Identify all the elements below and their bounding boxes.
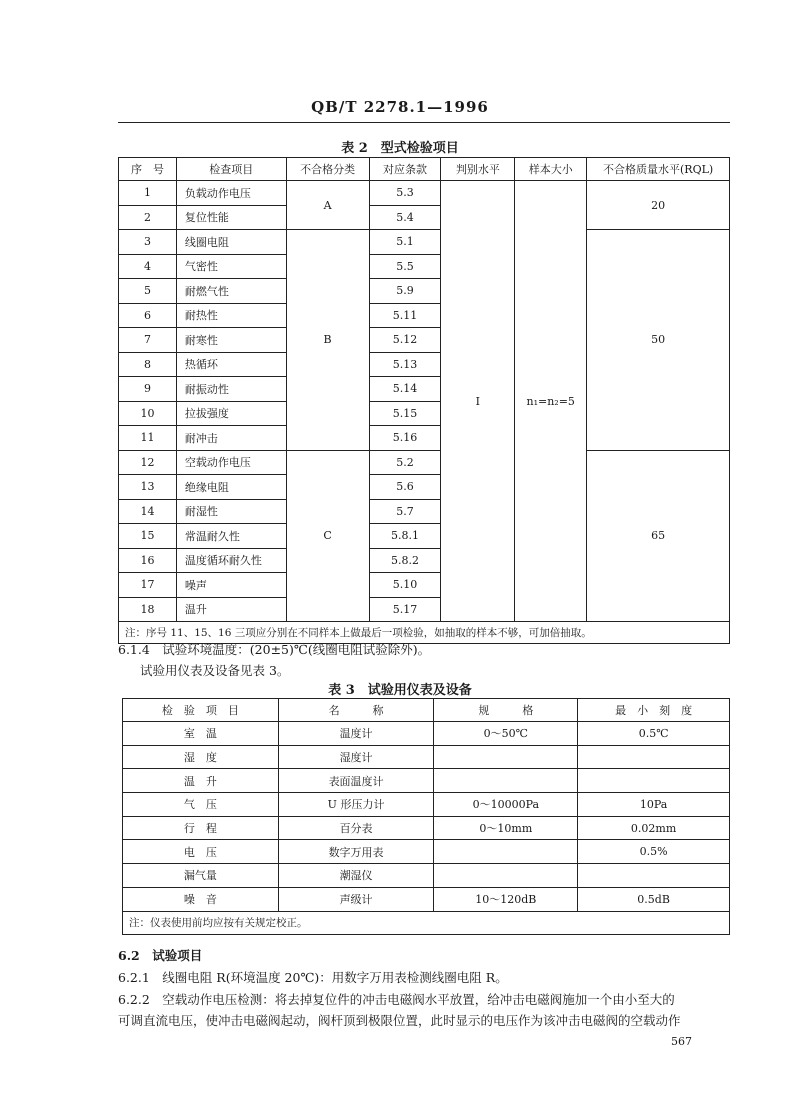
instrument-spec (434, 840, 578, 864)
class-c: C (286, 450, 369, 622)
row-number: 1 (119, 181, 177, 206)
clause-6-2-2-line2: 可调直流电压，使冲击电磁阀起动，阀杆顶到极限位置，此时显示的电压作为该冲击电磁阀的空载动作 (118, 1013, 681, 1028)
clause-ref: 5.3 (369, 181, 441, 206)
clause-ref: 5.6 (369, 475, 441, 500)
table-row (119, 181, 730, 206)
inspection-item: 绝缘电阻 (176, 475, 286, 500)
inspection-item: 气密性 (176, 254, 286, 279)
clause-ref: 5.1 (369, 230, 441, 255)
inspection-item: 耐燃气性 (176, 279, 286, 304)
instrument-spec (434, 864, 578, 888)
table3-test-instruments (122, 698, 730, 935)
col-header: 检查项目 (176, 158, 286, 181)
inspection-item: 耐振动性 (176, 377, 286, 402)
table-row (123, 793, 730, 817)
header-rule (118, 122, 730, 123)
col-header: 不合格分类 (286, 158, 369, 181)
table-row (123, 745, 730, 769)
test-item: 温 升 (123, 769, 279, 793)
table-row (123, 769, 730, 793)
instrument-spec: 0～10000Pa (434, 793, 578, 817)
test-item: 湿 度 (123, 745, 279, 769)
clause-ref: 5.7 (369, 499, 441, 524)
min-scale: 0.5℃ (578, 722, 730, 746)
col-header: 不合格质量水平(RQL) (587, 158, 730, 181)
row-number: 14 (119, 499, 177, 524)
class-b: B (286, 230, 369, 451)
row-number: 15 (119, 524, 177, 549)
clause-6-1-4-table-ref: 试验用仪表及设备见表 3。 (140, 663, 290, 678)
inspection-item: 温度循环耐久性 (176, 548, 286, 573)
instrument-spec (434, 769, 578, 793)
table-row (123, 887, 730, 911)
col-header: 判别水平 (441, 158, 515, 181)
row-number: 5 (119, 279, 177, 304)
clause-ref: 5.9 (369, 279, 441, 304)
row-number: 6 (119, 303, 177, 328)
row-number: 12 (119, 450, 177, 475)
test-item: 室 温 (123, 722, 279, 746)
table-row (119, 450, 730, 475)
col-header: 名 称 (278, 699, 434, 722)
inspection-item: 温升 (176, 597, 286, 622)
table3-note: 注：仪表使用前均应按有关规定校正。 (123, 911, 730, 935)
inspection-item: 负载动作电压 (176, 181, 286, 206)
clause-6-2-1: 6.2.1 线圈电阻 R(环境温度 20℃)：用数字万用表检测线圈电阻 R。 (118, 970, 508, 985)
rql-c: 65 (587, 450, 730, 622)
rql-a: 20 (587, 181, 730, 230)
row-number: 8 (119, 352, 177, 377)
table2-type-inspection (118, 157, 730, 644)
inspection-item: 热循环 (176, 352, 286, 377)
test-item: 噪 音 (123, 887, 279, 911)
table3-note-row (123, 911, 730, 935)
instrument-spec: 0～10mm (434, 816, 578, 840)
min-scale: 10Pa (578, 793, 730, 817)
inspection-item: 线圈电阻 (176, 230, 286, 255)
test-item: 电 压 (123, 840, 279, 864)
inspection-item: 空载动作电压 (176, 450, 286, 475)
row-number: 4 (119, 254, 177, 279)
table-row (123, 816, 730, 840)
clause-ref: 5.16 (369, 426, 441, 451)
table2-header-row (119, 158, 730, 181)
instrument-spec: 0～50℃ (434, 722, 578, 746)
row-number: 11 (119, 426, 177, 451)
instrument-name: 数字万用表 (278, 840, 434, 864)
clause-ref: 5.2 (369, 450, 441, 475)
test-item: 气 压 (123, 793, 279, 817)
instrument-name: 声级计 (278, 887, 434, 911)
test-item: 行 程 (123, 816, 279, 840)
inspection-item: 耐寒性 (176, 328, 286, 353)
col-header: 检 验 项 目 (123, 699, 279, 722)
table-row (119, 230, 730, 255)
col-header: 对应条款 (369, 158, 441, 181)
row-number: 3 (119, 230, 177, 255)
inspection-item: 拉拔强度 (176, 401, 286, 426)
page-number: 567 (671, 1035, 692, 1048)
instrument-name: 百分表 (278, 816, 434, 840)
table2-caption: 表 2 型式检验项目 (341, 141, 459, 156)
clause-ref: 5.14 (369, 377, 441, 402)
col-header: 序 号 (119, 158, 177, 181)
min-scale (578, 745, 730, 769)
clause-6-2-2-line1: 6.2.2 空载动作电压检测：将去掉复位件的冲击电磁阀水平放置，给冲击电磁阀施加一个由小至大的 (118, 992, 675, 1007)
page-header: QB/T 2278.1—1996 (311, 98, 489, 116)
clause-ref: 5.17 (369, 597, 441, 622)
clause-ref: 5.4 (369, 205, 441, 230)
row-number: 7 (119, 328, 177, 353)
col-header: 最 小 刻 度 (578, 699, 730, 722)
col-header: 规 格 (434, 699, 578, 722)
table-row (123, 864, 730, 888)
table-row (123, 722, 730, 746)
table3-header-row (123, 699, 730, 722)
clause-ref: 5.15 (369, 401, 441, 426)
col-header: 样本大小 (515, 158, 587, 181)
row-number: 10 (119, 401, 177, 426)
sample-size: n₁=n₂=5 (515, 181, 587, 622)
instrument-spec: 10～120dB (434, 887, 578, 911)
inspection-item: 复位性能 (176, 205, 286, 230)
table2-note: 注：序号 11、15、16 三项应分别在不同样本上做最后一项检验，如抽取的样本不够，可加倍抽取。 (119, 622, 730, 644)
table-row (123, 840, 730, 864)
inspection-level: Ⅰ (441, 181, 515, 622)
clause-ref: 5.13 (369, 352, 441, 377)
test-item: 漏气量 (123, 864, 279, 888)
row-number: 9 (119, 377, 177, 402)
inspection-item: 耐湿性 (176, 499, 286, 524)
table3-caption: 表 3 试验用仪表及设备 (328, 683, 472, 698)
clause-6-1-4: 6.1.4 试验环境温度：(20±5)℃(线圈电阻试验除外)。 (118, 642, 431, 657)
inspection-item: 噪声 (176, 573, 286, 598)
class-a: A (286, 181, 369, 230)
section-6-2: 6.2 试验项目 (118, 948, 203, 963)
instrument-name: 表面温度计 (278, 769, 434, 793)
inspection-item: 常温耐久性 (176, 524, 286, 549)
row-number: 17 (119, 573, 177, 598)
row-number: 2 (119, 205, 177, 230)
row-number: 18 (119, 597, 177, 622)
row-number: 16 (119, 548, 177, 573)
clause-ref: 5.10 (369, 573, 441, 598)
min-scale: 0.5dB (578, 887, 730, 911)
inspection-item: 耐热性 (176, 303, 286, 328)
instrument-name: 湿度计 (278, 745, 434, 769)
row-number: 13 (119, 475, 177, 500)
clause-ref: 5.8.1 (369, 524, 441, 549)
min-scale: 0.02mm (578, 816, 730, 840)
instrument-spec (434, 745, 578, 769)
min-scale: 0.5% (578, 840, 730, 864)
rql-b: 50 (587, 230, 730, 451)
clause-ref: 5.8.2 (369, 548, 441, 573)
instrument-name: 温度计 (278, 722, 434, 746)
min-scale (578, 769, 730, 793)
clause-ref: 5.12 (369, 328, 441, 353)
clause-ref: 5.11 (369, 303, 441, 328)
inspection-item: 耐冲击 (176, 426, 286, 451)
instrument-name: U 形压力计 (278, 793, 434, 817)
clause-ref: 5.5 (369, 254, 441, 279)
instrument-name: 潮湿仪 (278, 864, 434, 888)
min-scale (578, 864, 730, 888)
